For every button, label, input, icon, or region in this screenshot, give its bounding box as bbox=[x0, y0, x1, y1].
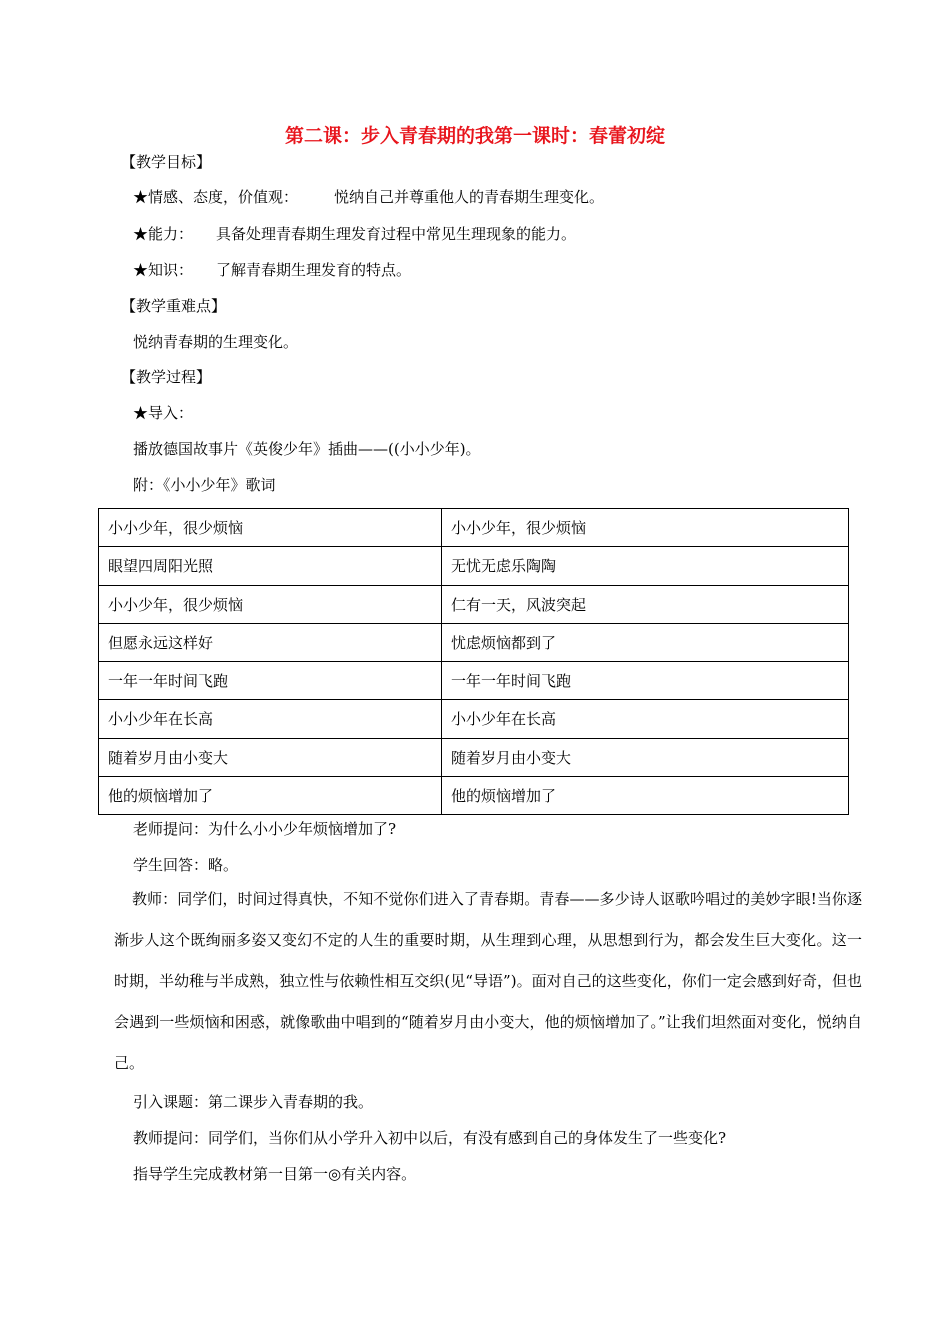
teacher-paragraph bbox=[114, 879, 862, 1084]
objective-knowledge-label: ★知识： bbox=[133, 261, 194, 279]
lyric-cell: 小小少年，很少烦恼 bbox=[442, 509, 849, 547]
objective-emotion-label: ★情感、态度，价值观： bbox=[133, 188, 299, 206]
table-row bbox=[99, 776, 849, 814]
lyric-cell: 小小少年在长高 bbox=[99, 700, 442, 738]
lyric-cell: 眼望四周阳光照 bbox=[99, 547, 442, 585]
table-row bbox=[99, 738, 849, 776]
teacher-question: 老师提问：为什么小小少年烦恼增加了? bbox=[133, 820, 397, 838]
lyric-cell: 忧虑烦恼都到了 bbox=[442, 623, 849, 661]
student-answer: 学生回答：略。 bbox=[133, 856, 239, 874]
lyric-cell: 小小少年，很少烦恼 bbox=[99, 585, 442, 623]
guidance-text: 指导学生完成教材第一目第一◎有关内容。 bbox=[133, 1165, 417, 1183]
table-row bbox=[99, 585, 849, 623]
process-heading: 【教学过程】 bbox=[121, 368, 212, 386]
lyric-cell: 小小少年，很少烦恼 bbox=[99, 509, 442, 547]
lyric-cell: 但愿永远这样好 bbox=[99, 623, 442, 661]
objectives-heading: 【教学目标】 bbox=[121, 153, 212, 171]
objective-ability-text: 具备处理青春期生理发育过程中常见生理现象的能力。 bbox=[216, 225, 577, 243]
topic-intro: 引入课题：第二课步入青春期的我。 bbox=[133, 1093, 374, 1111]
lyrics-table bbox=[98, 508, 849, 815]
lyrics-note: 附：《小小少年》歌词 bbox=[133, 476, 276, 494]
intro-text: 播放德国故事片《英俊少年》插曲——((小小少年)。 bbox=[133, 440, 481, 458]
objective-emotion-text: 悦纳自己并尊重他人的青春期生理变化。 bbox=[334, 188, 605, 206]
key-points-heading: 【教学重难点】 bbox=[121, 297, 227, 315]
table-row bbox=[99, 700, 849, 738]
objective-ability-label: ★能力： bbox=[133, 225, 194, 243]
lyric-cell: 仁有一天，风波突起 bbox=[442, 585, 849, 623]
objective-ability bbox=[133, 223, 576, 245]
lyric-cell: 他的烦恼增加了 bbox=[99, 776, 442, 814]
teacher-question-2: 教师提问：同学们，当你们从小学升入初中以后，有没有感到自己的身体发生了一些变化? bbox=[133, 1129, 727, 1147]
table-row bbox=[99, 547, 849, 585]
lyric-cell: 随着岁月由小变大 bbox=[442, 738, 849, 776]
lyric-cell: 随着岁月由小变大 bbox=[99, 738, 442, 776]
lyric-cell: 小小少年在长高 bbox=[442, 700, 849, 738]
lyric-cell: 无忧无虑乐陶陶 bbox=[442, 547, 849, 585]
lyric-cell: 一年一年时间飞跑 bbox=[99, 662, 442, 700]
table-row bbox=[99, 509, 849, 547]
teacher-paragraph-text: 教师：同学们，时间过得真快，不知不觉你们进入了青春期。青春——多少诗人讴歌吟唱过的美妙字眼!当你逐渐步人这个既绚丽多姿又变幻不定的人生的重要时期，从生理到心理，从思想到行为，都会发生巨大变化。这一时期，半幼稚与半成熟，独立性与依赖性相互交织(见“导语”)。面对自己的这些变化，你们一定会感到好奇，但也会遇到一些烦恼和困惑，就像歌曲中唱到的“随着岁月由小变大，他的烦恼增加了。”让我们坦然面对变化，悦纳自己。 bbox=[114, 890, 862, 1072]
lesson-title: 第二课：步入青春期的我第一课时：春蕾初绽 bbox=[284, 125, 665, 147]
objective-emotion bbox=[133, 186, 604, 208]
table-row bbox=[99, 623, 849, 661]
table-row bbox=[99, 662, 849, 700]
key-points-text: 悦纳青春期的生理变化。 bbox=[133, 333, 299, 351]
objective-knowledge bbox=[133, 259, 411, 281]
intro-label: ★导入： bbox=[133, 404, 194, 422]
lyric-cell: 他的烦恼增加了 bbox=[442, 776, 849, 814]
objective-knowledge-text: 了解青春期生理发育的特点。 bbox=[216, 261, 412, 279]
lyric-cell: 一年一年时间飞跑 bbox=[442, 662, 849, 700]
